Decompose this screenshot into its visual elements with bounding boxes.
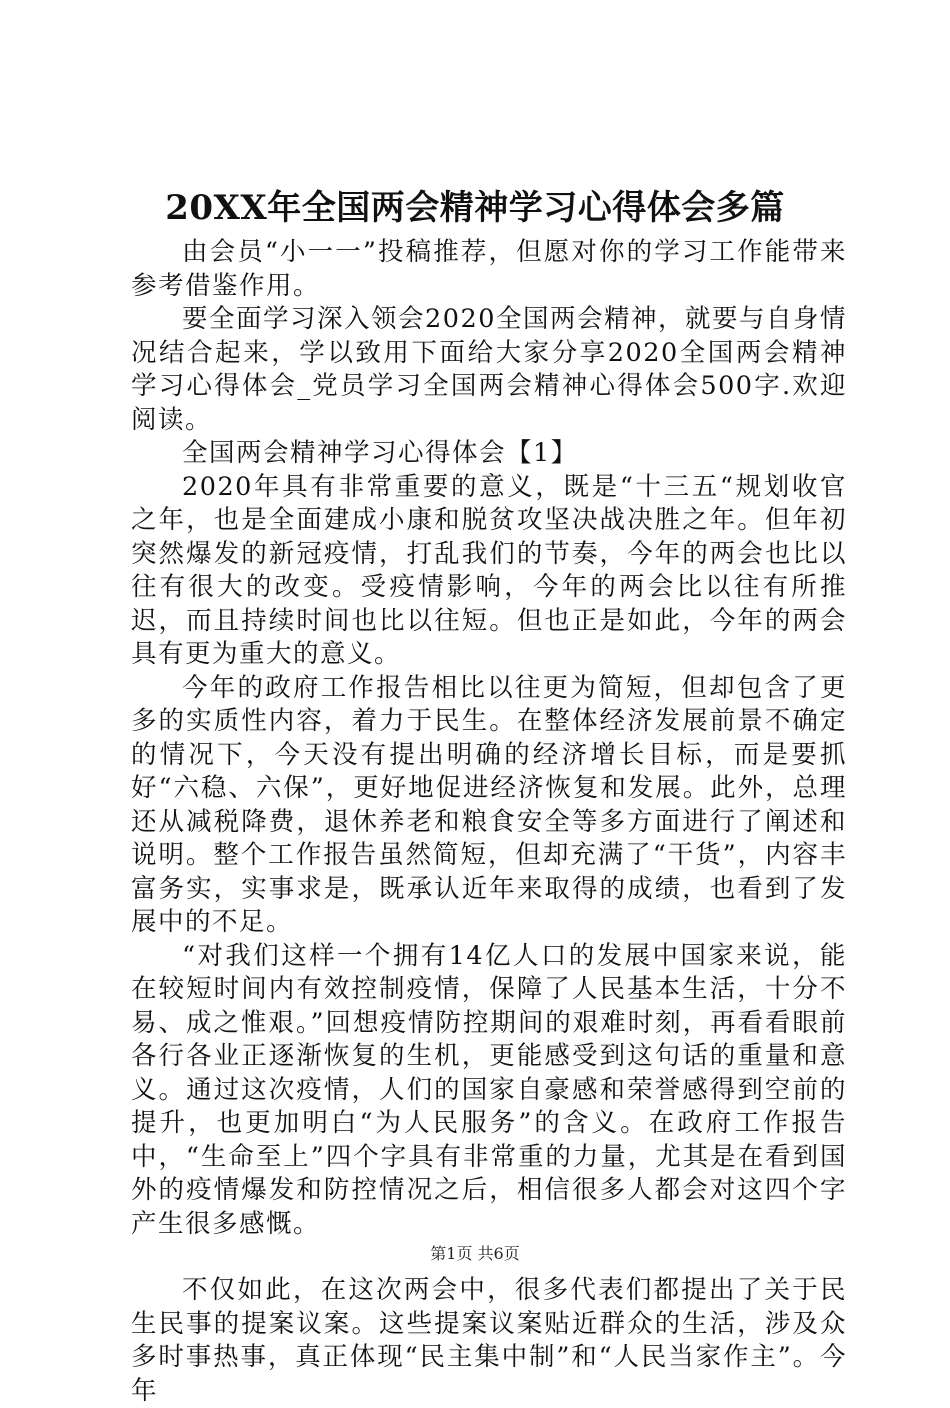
document-title: 20XX年全国两会精神学习心得体会多篇	[165, 188, 785, 228]
paragraph-work-report: 今年的政府工作报告相比以往更为简短，但却包含了更多的实质性内容，着力于民生。在整体经济发展前景不确定的情况下，今天没有提出明确的经济增长目标，而是要抓好“六稳、六保”，更好地促进经济恢复和发展。此外，总理还从减税降费，退休养老和粮食安全等多方面进行了阐述和说明。整个工作报告虽然简短，但却充满了“干货”，内容丰富务实，实事求是，既承认近年来取得的成绩，也看到了发展中的不足。	[131, 672, 847, 937]
paragraph-intro: 由会员“小一一”投稿推荐，但愿对你的学习工作能带来参考借鉴作用。	[131, 237, 847, 301]
paragraph-proposals: 不仅如此，在这次两会中，很多代表们都提出了关于民生民事的提案议案。这些提案议案贴近群众的生活，涉及众多时事热事，真正体现“民主集中制”和“人民当家作主”。今年	[131, 1275, 847, 1406]
page-footer: 第1页 共6页	[430, 1244, 520, 1263]
paragraph-quote: “对我们这样一个拥有14亿人口的发展中国家来说，能在较短时间内有效控制疫情，保障了人民基本生活，十分不易、成之惟艰。”回想疫情防控期间的艰难时刻，再看看眼前各行各业正逐渐恢复的生机，更能感受到这句话的重量和意义。通过这次疫情，人们的国家自豪感和荣誉感得到空前的提升，也更加明白“为人民服务”的含义。在政府工作报告中，“生命至上”四个字具有非常重的力量，尤其是在看到国外的疫情爆发和防控情况之后，相信很多人都会对这四个字产生很多感慨。	[131, 940, 847, 1239]
paragraph-significance: 2020年具有非常重要的意义，既是“十三五“规划收官之年，也是全面建成小康和脱贫攻坚决战决胜之年。但年初突然爆发的新冠疫情，打乱我们的节奏，今年的两会也比以往有很大的改变。受疫情影响，今年的两会比以往有所推迟，而且持续时间也比以往短。但也正是如此，今年的两会具有更为重大的意义。	[131, 471, 847, 669]
section-heading: 全国两会精神学习心得体会【1】	[182, 438, 578, 468]
document-body	[131, 236, 847, 1408]
paragraph-summary: 要全面学习深入领会2020全国两会精神，就要与自身情况结合起来，学以致用下面给大家分享2020全国两会精神学习心得体会_党员学习全国两会精神心得体会500字.欢迎阅读。	[131, 304, 847, 435]
